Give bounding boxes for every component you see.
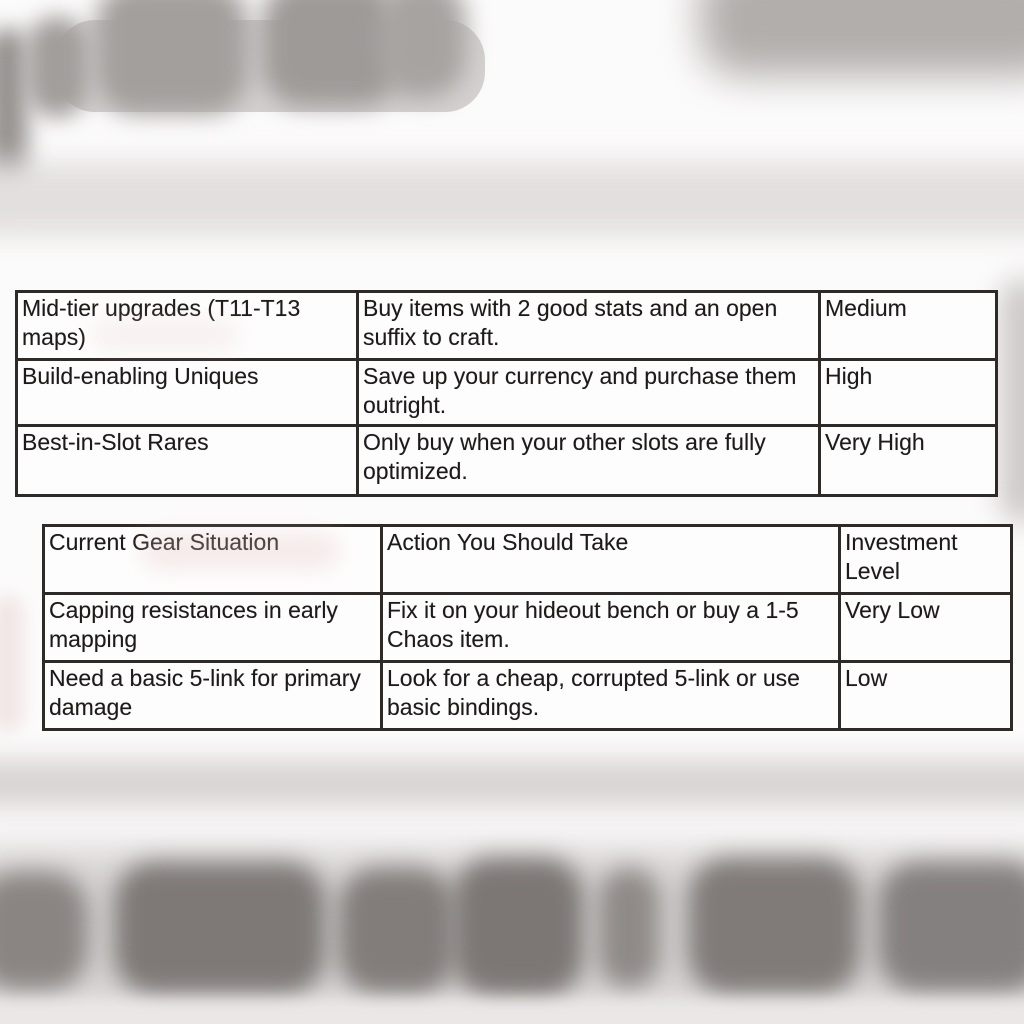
t1-cell-situation: Mid-tier upgrades (T11-T13 maps) [17, 292, 358, 360]
table-row [17, 360, 997, 426]
t2-header-action: Action You Should Take [382, 526, 840, 594]
t2-cell-action: Look for a cheap, corrupted 5-link or use basic bindings. [382, 662, 840, 730]
t2-cell-situation: Capping resistances in early mapping [44, 594, 382, 662]
table-row [17, 426, 997, 496]
upgrade-strategy-table [15, 290, 998, 497]
t2-cell-investment: Very Low [840, 594, 1012, 662]
table-row [44, 662, 1012, 730]
t2-cell-action: Fix it on your hideout bench or buy a 1-5 Chaos item. [382, 594, 840, 662]
t1-cell-investment: Medium [820, 292, 997, 360]
t2-header-situation: Current Gear Situation [44, 526, 382, 594]
t2-header-investment: Investment Level [840, 526, 1012, 594]
table-header-row [44, 526, 1012, 594]
t1-cell-situation: Build-enabling Uniques [17, 360, 358, 426]
t2-cell-investment: Low [840, 662, 1012, 730]
t2-cell-situation: Need a basic 5-link for primary damage [44, 662, 382, 730]
table-row [44, 594, 1012, 662]
t1-cell-investment: High [820, 360, 997, 426]
table-row [17, 292, 997, 360]
t1-cell-investment: Very High [820, 426, 997, 496]
t1-cell-action: Only buy when your other slots are fully optimized. [358, 426, 820, 496]
gear-situation-table [42, 524, 1013, 731]
t1-cell-situation: Best-in-Slot Rares [17, 426, 358, 496]
t1-cell-action: Save up your currency and purchase them outright. [358, 360, 820, 426]
t1-cell-action: Buy items with 2 good stats and an open suffix to craft. [358, 292, 820, 360]
